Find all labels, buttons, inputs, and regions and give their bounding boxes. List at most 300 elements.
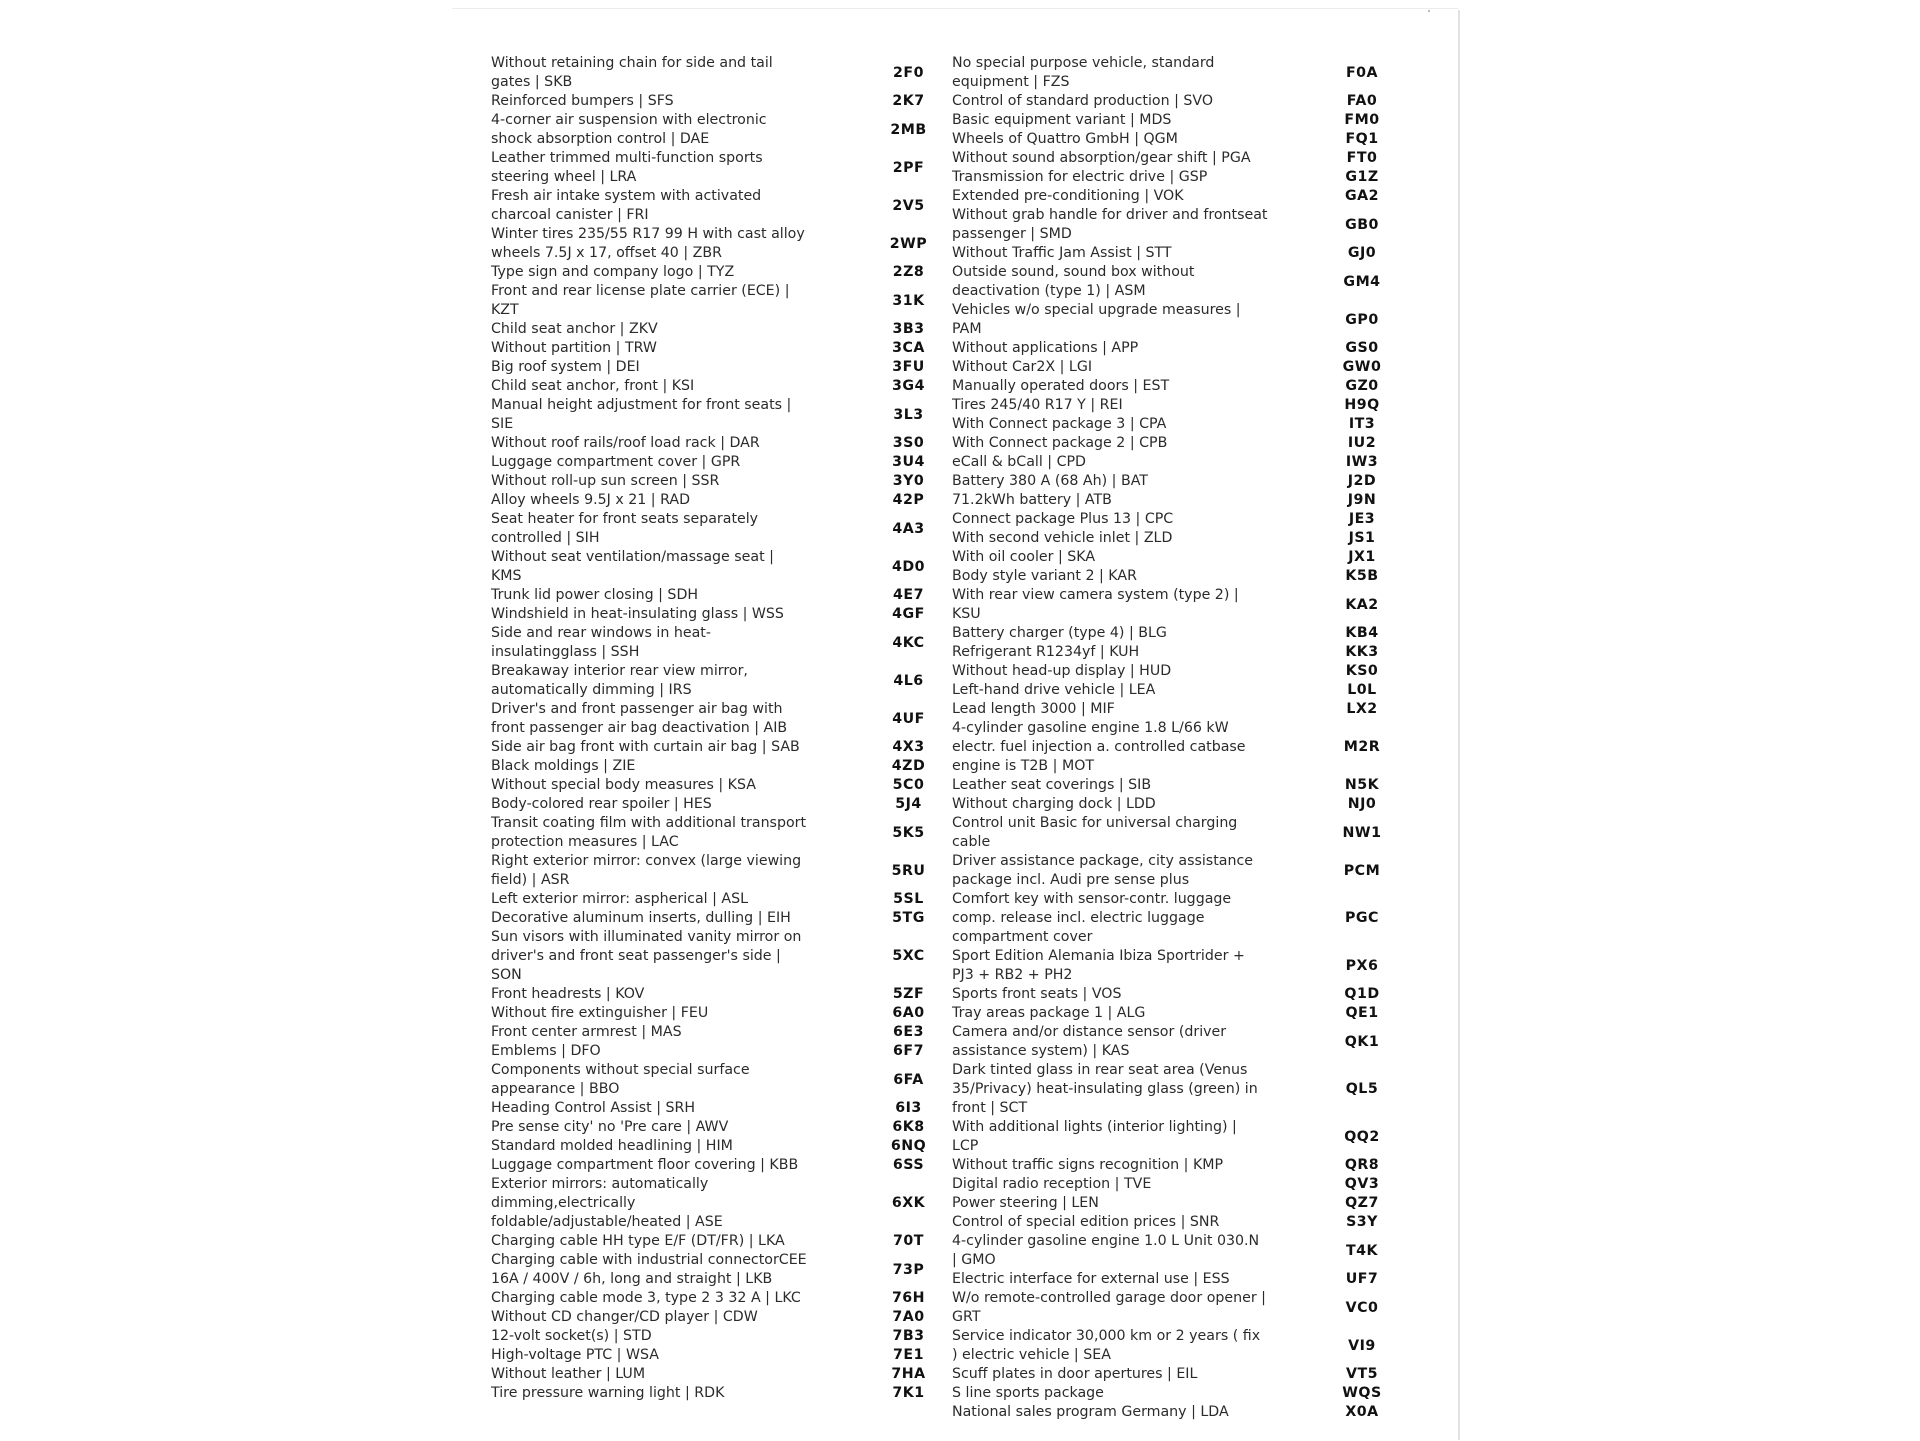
description-line: passenger | SMD: [952, 226, 1072, 242]
option-row: [952, 415, 1400, 434]
option-row: [491, 1365, 946, 1384]
option-row: [952, 985, 1400, 1004]
option-description: [952, 1384, 1324, 1403]
option-row: [952, 244, 1400, 263]
description-line: Without traffic signs recognition | KMP: [952, 1157, 1224, 1173]
option-row: [952, 947, 1400, 985]
option-description: [491, 605, 871, 624]
description-line: Winter tires 235/55 R17 99 H with cast alloy: [491, 226, 805, 242]
option-description: [952, 244, 1324, 263]
option-row: [491, 1156, 946, 1175]
option-description: [491, 662, 871, 700]
description-line: Body-colored rear spoiler | HES: [491, 796, 712, 812]
description-line: Alloy wheels 9.5J x 21 | RAD: [491, 492, 690, 508]
description-line: comp. release incl. electric luggage: [952, 910, 1205, 926]
option-description: [952, 1175, 1324, 1194]
option-row: [952, 111, 1400, 130]
option-code: 3CA: [892, 340, 925, 356]
description-line: equipment | FZS: [952, 74, 1070, 90]
option-code: QV3: [1344, 1176, 1380, 1192]
option-code: 5ZF: [892, 986, 925, 1002]
option-code: 3L3: [893, 406, 924, 423]
option-description: [491, 1156, 871, 1175]
option-row: [952, 643, 1400, 662]
option-code: 2K7: [892, 93, 925, 109]
description-line: Without roll-up sun screen | SSR: [491, 473, 720, 489]
description-line: Windshield in heat-insulating glass | WSS: [491, 606, 784, 622]
option-description: [491, 890, 871, 909]
option-description: [491, 472, 871, 491]
option-row: [491, 814, 946, 852]
option-row: [491, 187, 946, 225]
option-description: [952, 985, 1324, 1004]
option-code: GA2: [1345, 188, 1379, 204]
description-line: PAM: [952, 321, 982, 337]
option-row: [491, 320, 946, 339]
option-code: JS1: [1348, 530, 1376, 546]
option-row: [952, 339, 1400, 358]
description-line: driver's and front seat passenger's side |: [491, 948, 781, 964]
option-description: [952, 396, 1324, 415]
option-code: JE3: [1348, 511, 1376, 527]
option-row: [491, 339, 946, 358]
option-description: [952, 377, 1324, 396]
description-line: With second vehicle inlet | ZLD: [952, 530, 1173, 546]
description-line: SIE: [491, 416, 514, 432]
option-row: [952, 852, 1400, 890]
option-description: [952, 301, 1324, 339]
description-line: SON: [491, 967, 522, 983]
option-description: [491, 1099, 871, 1118]
option-row: [952, 434, 1400, 453]
description-line: Manually operated doors | EST: [952, 378, 1170, 394]
description-line: compartment cover: [952, 929, 1093, 945]
option-row: [952, 1270, 1400, 1289]
option-row: [952, 54, 1400, 92]
option-row: [952, 1156, 1400, 1175]
option-row: [491, 1004, 946, 1023]
description-line: Extended pre-conditioning | VOK: [952, 188, 1184, 204]
description-line: Battery charger (type 4) | BLG: [952, 625, 1167, 641]
option-code: L0L: [1347, 682, 1377, 698]
description-line: | GMO: [952, 1252, 996, 1268]
description-line: Exterior mirrors: automatically: [491, 1176, 709, 1192]
description-line: 71.2kWh battery | ATB: [952, 492, 1112, 508]
description-line: Side and rear windows in heat-: [491, 625, 711, 641]
option-description: [491, 491, 871, 510]
option-code: GZ0: [1345, 378, 1379, 394]
description-line: 4-corner air suspension with electronic: [491, 112, 767, 128]
option-description: [952, 358, 1324, 377]
option-code: 73P: [892, 1261, 925, 1278]
option-row: [952, 377, 1400, 396]
description-line: Body style variant 2 | KAR: [952, 568, 1137, 584]
description-line: Without CD changer/CD player | CDW: [491, 1309, 758, 1325]
option-row: [491, 700, 946, 738]
option-row: [952, 1194, 1400, 1213]
option-code: 4A3: [892, 520, 925, 537]
description-line: 4-cylinder gasoline engine 1.8 L/66 kW: [952, 720, 1229, 736]
description-line: Without head-up display | HUD: [952, 663, 1172, 679]
option-row: [952, 453, 1400, 472]
option-description: [952, 434, 1324, 453]
option-code: S3Y: [1346, 1214, 1378, 1230]
description-line: KMS: [491, 568, 522, 584]
description-line: Driver's and front passenger air bag with: [491, 701, 783, 717]
option-description: [952, 187, 1324, 206]
option-row: [491, 548, 946, 586]
description-line: Tire pressure warning light | RDK: [491, 1385, 725, 1401]
option-description: [952, 776, 1324, 795]
option-description: [952, 339, 1324, 358]
description-line: insulatingglass | SSH: [491, 644, 640, 660]
option-row: [952, 168, 1400, 187]
option-row: [491, 757, 946, 776]
option-description: [952, 700, 1324, 719]
description-line: With oil cooler | SKA: [952, 549, 1096, 565]
description-line: deactivation (type 1) | ASM: [952, 283, 1146, 299]
description-line: Standard molded headlining | HIM: [491, 1138, 733, 1154]
option-code: F0A: [1345, 64, 1379, 81]
description-line: Without retaining chain for side and tail: [491, 55, 773, 71]
option-code: 5J4: [895, 796, 922, 812]
description-line: automatically dimming | IRS: [491, 682, 692, 698]
description-line: 16A / 400V / 6h, long and straight | LKB: [491, 1271, 773, 1287]
option-code: FQ1: [1345, 131, 1379, 147]
option-code: 6K8: [892, 1119, 925, 1135]
option-description: [491, 852, 871, 890]
option-description: [952, 1327, 1324, 1365]
option-description: [491, 510, 871, 548]
option-description: [491, 814, 871, 852]
description-line: Control of standard production | SVO: [952, 93, 1214, 109]
option-description: [491, 282, 871, 320]
option-code: 3S0: [892, 435, 925, 451]
option-description: [952, 1061, 1324, 1118]
option-code: QZ7: [1345, 1195, 1379, 1211]
option-code: FA0: [1346, 93, 1378, 109]
description-line: KSU: [952, 606, 981, 622]
description-line: eCall & bCall | CPD: [952, 454, 1086, 470]
option-code: 3Y0: [892, 473, 925, 489]
description-line: KZT: [491, 302, 519, 318]
option-code: 6F7: [893, 1043, 924, 1059]
option-row: [952, 719, 1400, 776]
option-code: LX2: [1346, 701, 1378, 717]
description-line: Big roof system | DEI: [491, 359, 640, 375]
option-description: [952, 567, 1324, 586]
option-row: [491, 1099, 946, 1118]
option-row: [491, 795, 946, 814]
option-description: [952, 852, 1324, 890]
option-description: [952, 206, 1324, 244]
option-description: [491, 453, 871, 472]
option-description: [952, 529, 1324, 548]
option-row: [491, 662, 946, 700]
option-description: [491, 1118, 871, 1137]
option-code: 7HA: [891, 1366, 926, 1382]
option-row: [491, 453, 946, 472]
option-description: [491, 548, 871, 586]
option-row: [952, 529, 1400, 548]
option-code: GM4: [1343, 273, 1381, 290]
option-description: [491, 377, 871, 396]
option-row: [491, 491, 946, 510]
option-description: [491, 111, 871, 149]
option-row: [952, 491, 1400, 510]
description-line: Leather trimmed multi-function sports: [491, 150, 763, 166]
description-line: Without Traffic Jam Assist | STT: [952, 245, 1172, 261]
option-row: [952, 187, 1400, 206]
option-code: 5RU: [891, 862, 926, 879]
option-code: IT3: [1348, 416, 1376, 432]
option-row: [952, 263, 1400, 301]
option-code: QE1: [1345, 1005, 1379, 1021]
option-row: [491, 1327, 946, 1346]
option-description: [952, 795, 1324, 814]
option-description: [491, 1327, 871, 1346]
description-line: Breakaway interior rear view mirror,: [491, 663, 748, 679]
option-code: H9Q: [1344, 397, 1380, 413]
option-description: [952, 1403, 1324, 1422]
option-row: [952, 1365, 1400, 1384]
option-row: [952, 890, 1400, 947]
option-row: [491, 1061, 946, 1099]
option-row: [491, 1137, 946, 1156]
option-description: [491, 757, 871, 776]
option-description: [952, 1023, 1324, 1061]
option-description: [491, 1004, 871, 1023]
option-description: [491, 1175, 871, 1232]
description-line: With Connect package 3 | CPA: [952, 416, 1167, 432]
description-line: Outside sound, sound box without: [952, 264, 1195, 280]
option-code: M2R: [1343, 739, 1381, 755]
option-code: 7A0: [892, 1309, 925, 1325]
option-row: [491, 92, 946, 111]
description-line: Charging cable HH type E/F (DT/FR) | LKA: [491, 1233, 785, 1249]
option-row: [491, 1175, 946, 1232]
option-row: [491, 776, 946, 795]
option-description: [491, 1042, 871, 1061]
option-description: [491, 928, 871, 985]
option-description: [952, 54, 1324, 92]
option-description: [491, 187, 871, 225]
option-description: [952, 1232, 1324, 1270]
description-line: charcoal canister | FRI: [491, 207, 649, 223]
description-line: Without sound absorption/gear shift | PGA: [952, 150, 1251, 166]
option-code: IW3: [1345, 454, 1379, 470]
description-line: GRT: [952, 1309, 981, 1325]
option-description: [491, 1384, 871, 1403]
option-row: [491, 1251, 946, 1289]
option-description: [491, 149, 871, 187]
option-description: [491, 54, 871, 92]
option-description: [952, 814, 1324, 852]
option-row: [491, 1384, 946, 1403]
option-code: 6SS: [892, 1157, 925, 1173]
option-row: [491, 282, 946, 320]
option-row: [952, 1004, 1400, 1023]
description-line: Luggage compartment cover | GPR: [491, 454, 741, 470]
option-code: KA2: [1345, 596, 1379, 613]
option-description: [952, 1270, 1324, 1289]
option-description: [952, 681, 1324, 700]
option-code: 3G4: [892, 378, 925, 394]
option-row: [491, 434, 946, 453]
option-description: [952, 111, 1324, 130]
option-code: G1Z: [1345, 169, 1379, 185]
option-code: J9N: [1347, 492, 1377, 508]
description-line: ) electric vehicle | SEA: [952, 1347, 1111, 1363]
description-line: steering wheel | LRA: [491, 169, 637, 185]
description-line: With rear view camera system (type 2) |: [952, 587, 1239, 603]
description-line: Power steering | LEN: [952, 1195, 1099, 1211]
description-line: Child seat anchor | ZKV: [491, 321, 658, 337]
option-description: [491, 1365, 871, 1384]
option-code: FT0: [1346, 150, 1378, 166]
option-row: [491, 54, 946, 92]
description-line: Battery 380 A (68 Ah) | BAT: [952, 473, 1148, 489]
description-line: Manual height adjustment for front seats |: [491, 397, 792, 413]
description-line: Comfort key with sensor-contr. luggage: [952, 891, 1232, 907]
option-description: [491, 624, 871, 662]
description-line: Electric interface for external use | ESS: [952, 1271, 1230, 1287]
option-description: [952, 643, 1324, 662]
left-option-list: [491, 54, 946, 1403]
page-edge: [1458, 10, 1460, 1440]
option-description: [952, 1156, 1324, 1175]
description-line: Type sign and company logo | TYZ: [491, 264, 735, 280]
description-line: Seat heater for front seats separately: [491, 511, 759, 527]
description-line: Front and rear license plate carrier (ECE) |: [491, 283, 790, 299]
option-description: [491, 1289, 871, 1308]
option-description: [491, 1137, 871, 1156]
description-line: With additional lights (interior lighting) |: [952, 1119, 1237, 1135]
description-line: Refrigerant R1234yf | KUH: [952, 644, 1140, 660]
option-row: [491, 149, 946, 187]
description-line: cable: [952, 834, 991, 850]
option-description: [952, 472, 1324, 491]
option-code: JX1: [1348, 549, 1376, 565]
description-line: Service indicator 30,000 km or 2 years ( fix: [952, 1328, 1261, 1344]
description-line: Luggage compartment floor covering | KBB: [491, 1157, 799, 1173]
option-row: [952, 1061, 1400, 1118]
option-code: 4X3: [892, 739, 925, 755]
option-row: [952, 548, 1400, 567]
description-line: 4-cylinder gasoline engine 1.0 L Unit 030.N: [952, 1233, 1260, 1249]
option-row: [491, 111, 946, 149]
option-row: [952, 586, 1400, 624]
option-row: [491, 1232, 946, 1251]
option-code: K5B: [1345, 568, 1379, 584]
option-code: 4UF: [892, 710, 925, 727]
description-line: Emblems | DFO: [491, 1043, 601, 1059]
description-line: Leather seat coverings | SIB: [952, 777, 1152, 793]
option-description: [491, 700, 871, 738]
description-line: S line sports package: [952, 1385, 1104, 1401]
option-description: [952, 130, 1324, 149]
option-code: 2PF: [892, 159, 925, 176]
option-description: [491, 358, 871, 377]
option-row: [952, 206, 1400, 244]
description-line: Lead length 3000 | MIF: [952, 701, 1115, 717]
option-row: [952, 1023, 1400, 1061]
option-code: J2D: [1347, 473, 1377, 489]
description-line: Black moldings | ZIE: [491, 758, 636, 774]
option-description: [491, 434, 871, 453]
option-row: [952, 396, 1400, 415]
option-code: NW1: [1342, 824, 1382, 841]
description-line: Heading Control Assist | SRH: [491, 1100, 696, 1116]
option-code: 6XK: [891, 1195, 926, 1211]
description-line: Side air bag front with curtain air bag | SAB: [491, 739, 800, 755]
option-description: [952, 947, 1324, 985]
option-row: [491, 738, 946, 757]
description-line: Without fire extinguisher | FEU: [491, 1005, 709, 1021]
option-description: [491, 1023, 871, 1042]
option-row: [952, 1213, 1400, 1232]
option-code: KB4: [1345, 625, 1379, 641]
option-row: [952, 1232, 1400, 1270]
option-code: 5C0: [892, 777, 925, 793]
description-line: shock absorption control | DAE: [491, 131, 710, 147]
option-description: [952, 491, 1324, 510]
description-line: Without Car2X | LGI: [952, 359, 1093, 375]
option-description: [491, 1061, 871, 1099]
option-code: N5K: [1344, 777, 1380, 793]
option-code: 4E7: [893, 587, 924, 603]
option-code: WQS: [1342, 1385, 1382, 1401]
option-code: 6FA: [893, 1071, 924, 1088]
option-row: [491, 890, 946, 909]
option-description: [491, 263, 871, 282]
option-row: [952, 795, 1400, 814]
option-description: [491, 320, 871, 339]
option-code: 42P: [892, 492, 925, 508]
option-description: [491, 225, 871, 263]
description-line: Right exterior mirror: convex (large viewing: [491, 853, 802, 869]
option-code: 2MB: [890, 121, 927, 138]
option-description: [491, 1346, 871, 1365]
option-row: [952, 1403, 1400, 1422]
option-row: [952, 1327, 1400, 1365]
option-row: [491, 1023, 946, 1042]
option-code: 76H: [891, 1290, 926, 1306]
description-line: foldable/adjustable/heated | ASE: [491, 1214, 723, 1230]
option-code: 70T: [893, 1233, 924, 1249]
option-code: 3B3: [892, 321, 925, 337]
option-description: [491, 1232, 871, 1251]
option-code: QQ2: [1344, 1128, 1380, 1145]
option-code: 2WP: [889, 235, 928, 252]
option-description: [952, 1289, 1324, 1327]
description-line: PJ3 + RB2 + PH2: [952, 967, 1073, 983]
option-code: 4GF: [892, 606, 925, 622]
description-line: Digital radio reception | TVE: [952, 1176, 1152, 1192]
description-line: Vehicles w/o special upgrade measures |: [952, 302, 1241, 318]
description-line: 35/Privacy) heat-insulating glass (green) in: [952, 1081, 1258, 1097]
option-description: [952, 586, 1324, 624]
option-code: QR8: [1344, 1157, 1380, 1173]
option-description: [491, 795, 871, 814]
option-row: [491, 1308, 946, 1327]
option-row: [491, 928, 946, 985]
option-code: 3U4: [892, 454, 925, 470]
option-code: 31K: [892, 292, 925, 309]
description-line: Control of special edition prices | SNR: [952, 1214, 1220, 1230]
option-description: [952, 548, 1324, 567]
option-code: QL5: [1345, 1081, 1379, 1097]
